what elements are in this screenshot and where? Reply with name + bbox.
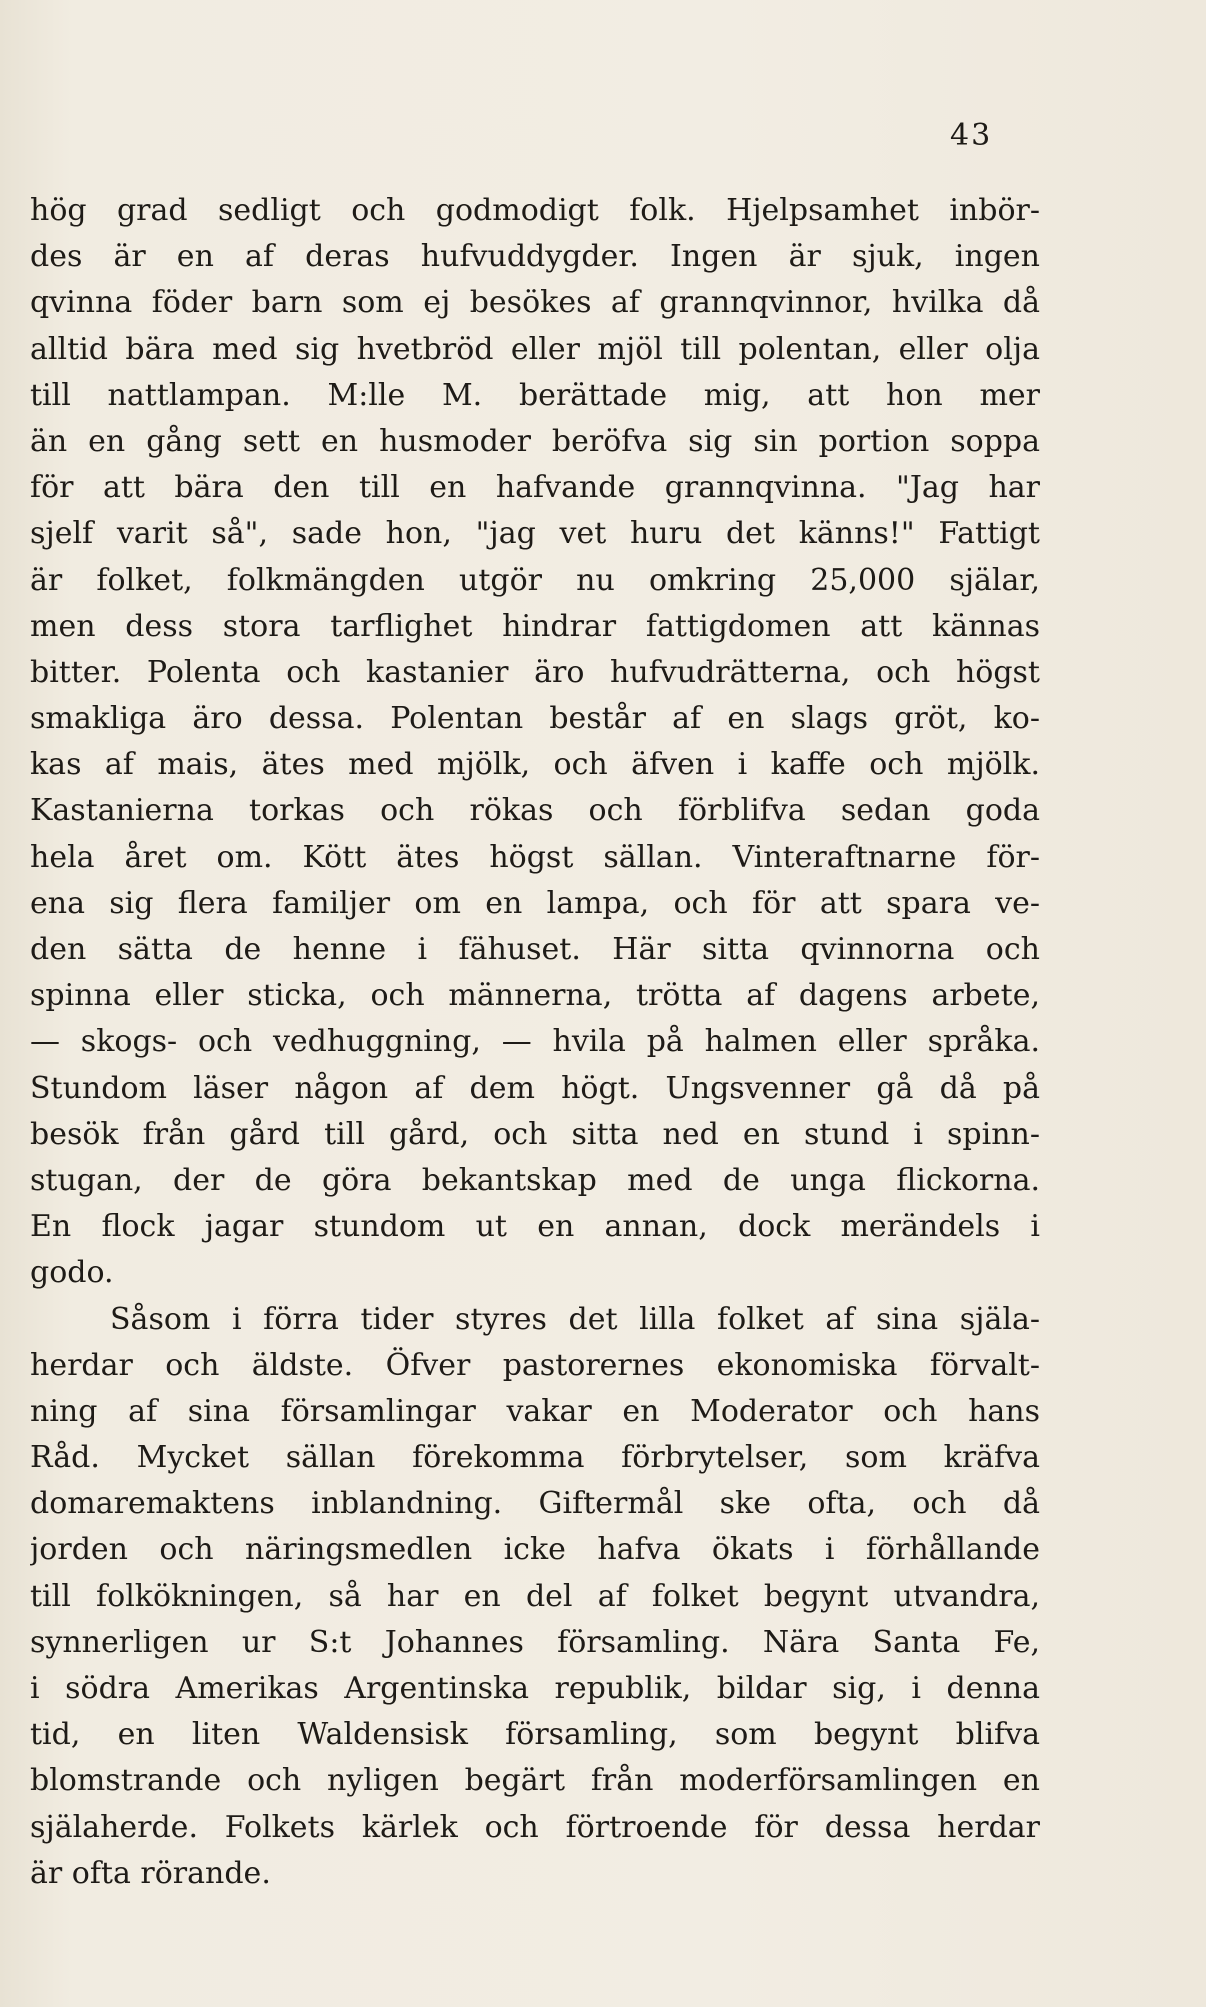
- text-line: En flock jagar stundom ut en annan, dock merändels i: [30, 1209, 1040, 1245]
- text-line: Såsom i förra tider styres det lilla folket af sina själa-: [110, 1301, 1040, 1337]
- text-line: jorden och näringsmedlen icke hafva ökats i förhållande: [30, 1532, 1040, 1568]
- text-line: herdar och äldste. Öfver pastorernes ekonomiska förvalt-: [30, 1347, 1040, 1383]
- text-line: själaherde. Folkets kärlek och förtroende för dessa herdar: [30, 1809, 1040, 1845]
- text-line: till nattlampan. M:lle M. berättade mig, att hon mer: [30, 377, 1040, 413]
- text-line: kas af mais, ätes med mjölk, och äfven i kaffe och mjölk.: [30, 747, 1040, 783]
- text-line: den sätta de henne i fähuset. Här sitta qvinnorna och: [30, 932, 1040, 967]
- text-line: ena sig flera familjer om en lampa, och för att spara ve-: [30, 885, 1040, 921]
- text-line: domaremaktens inblandning. Giftermål ske ofta, och då: [30, 1486, 1040, 1522]
- text-line: spinna eller sticka, och männerna, trötta af dagens arbete,: [30, 978, 1040, 1014]
- text-line: blomstrande och nyligen begärt från moderförsamlingen en: [30, 1763, 1040, 1799]
- text-line: för att bära den till en hafvande grannqvinna. "Jag har: [30, 470, 1040, 506]
- text-line: än en gång sett en husmoder beröfva sig sin portion soppa: [30, 423, 1040, 459]
- text-line: bitter. Polenta och kastanier äro hufvudrätterna, och högst: [30, 654, 1040, 690]
- text-line: stugan, der de göra bekantskap med de unga flickorna.: [30, 1162, 1040, 1198]
- text-line: Stundom läser någon af dem högt. Ungsvenner gå då på: [30, 1070, 1040, 1106]
- body-text: [30, 188, 1040, 1897]
- text-line: i södra Amerikas Argentinska republik, bildar sig, i denna: [30, 1671, 1040, 1706]
- text-line: Råd. Mycket sällan förekomma förbrytelser, som kräfva: [30, 1440, 1040, 1476]
- text-line: des är en af deras hufvuddygder. Ingen är sjuk, ingen: [30, 239, 1040, 275]
- text-line: besök från gård till gård, och sitta ned en stund i spinn-: [30, 1116, 1040, 1152]
- text-line: alltid bära med sig hvetbröd eller mjöl till polentan, eller olja: [30, 331, 1040, 367]
- text-line: qvinna föder barn som ej besökes af grannqvinnor, hvilka då: [30, 285, 1040, 321]
- text-line: godo.: [30, 1255, 114, 1291]
- text-line: Kastanierna torkas och rökas och förblifva sedan goda: [30, 793, 1040, 829]
- text-line: tid, en liten Waldensisk församling, som begynt blifva: [30, 1717, 1040, 1753]
- text-line: — skogs- och vedhuggning, — hvila på halmen eller språka.: [30, 1024, 1040, 1060]
- text-line: synnerligen ur S:t Johannes församling. Nära Santa Fe,: [30, 1624, 1040, 1660]
- text-line: hela året om. Kött ätes högst sällan. Vinteraftnarne för-: [30, 839, 1040, 875]
- text-line: är folket, folkmängden utgör nu omkring 25,000 själar,: [30, 562, 1040, 598]
- text-line: men dess stora tarflighet hindrar fattigdomen att kännas: [30, 608, 1040, 644]
- text-line: är ofta rörande.: [30, 1855, 271, 1891]
- text-line: smakliga äro dessa. Polentan består af en slags gröt, ko-: [30, 701, 1040, 737]
- text-line: till folkökningen, så har en del af folket begynt utvandra,: [30, 1578, 1040, 1614]
- text-line: sjelf varit så", sade hon, "jag vet huru det känns!" Fattigt: [30, 516, 1040, 552]
- text-line: hög grad sedligt och godmodigt folk. Hjelpsamhet inbör-: [30, 193, 1040, 228]
- text-line: ning af sina församlingar vakar en Moderator och hans: [30, 1393, 1040, 1429]
- page-number: 43: [950, 118, 993, 153]
